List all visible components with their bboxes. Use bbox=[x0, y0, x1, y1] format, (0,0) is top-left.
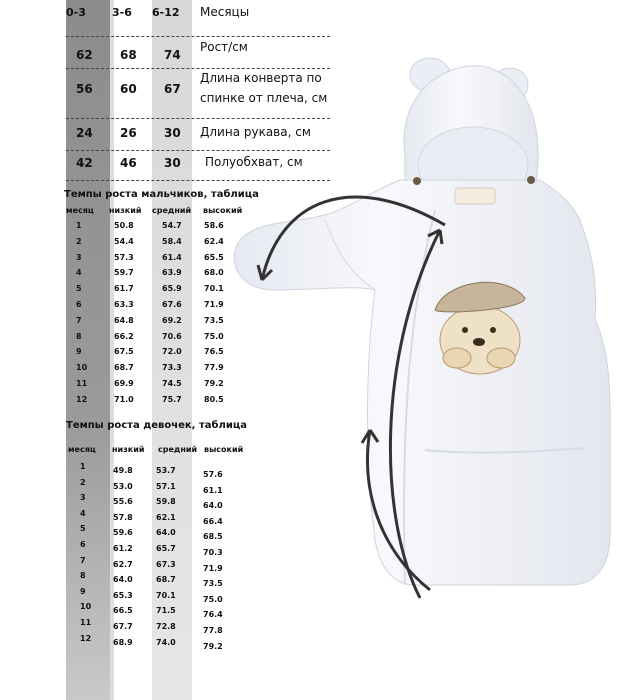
girls-table-cell: 65.3 bbox=[113, 590, 133, 600]
divider bbox=[66, 180, 330, 181]
boys-table-cell: 72.0 bbox=[162, 347, 182, 357]
girls-table-cell: 49.8 bbox=[113, 466, 133, 475]
boys-table-cell: 76.5 bbox=[204, 347, 224, 357]
boys-table-cell: 68.7 bbox=[114, 363, 134, 373]
girls-table-cell: 12 bbox=[80, 633, 92, 643]
size-row-label: Длина конверта по bbox=[200, 71, 322, 85]
girls-table-cell: 61.2 bbox=[113, 544, 133, 553]
boys-table-cell: 11 bbox=[76, 379, 88, 388]
girls-table-cell: 10 bbox=[80, 602, 92, 612]
girls-table-cell: 74.0 bbox=[156, 637, 176, 647]
boys-table-cell: 7 bbox=[76, 315, 82, 325]
boys-table-cell: 69.9 bbox=[114, 379, 134, 388]
boys-table-cell: 71.9 bbox=[204, 300, 224, 309]
size-header-0-3: 0-3 bbox=[66, 6, 86, 19]
boys-column-header: средний bbox=[152, 206, 192, 215]
girls-column-header: низкий bbox=[112, 445, 145, 454]
girls-table-cell: 67.7 bbox=[113, 622, 133, 631]
girls-table-cell: 79.2 bbox=[203, 641, 223, 651]
divider bbox=[66, 36, 330, 37]
divider bbox=[66, 68, 330, 69]
boys-table-cell: 58.6 bbox=[204, 221, 224, 230]
size-value: 42 bbox=[76, 156, 93, 170]
girls-table-cell: 64.0 bbox=[203, 501, 223, 511]
boys-table-cell: 61.4 bbox=[162, 252, 182, 262]
girls-table-cell: 68.7 bbox=[156, 575, 176, 585]
girls-table-cell: 71.9 bbox=[203, 563, 223, 573]
girls-table-cell: 64.0 bbox=[113, 575, 133, 585]
size-row-label: Рост/см bbox=[200, 40, 248, 54]
boys-table-cell: 77.9 bbox=[204, 363, 224, 373]
arrow-length bbox=[368, 430, 431, 590]
boys-table-cell: 65.5 bbox=[204, 252, 224, 262]
boys-table-cell: 71.0 bbox=[114, 394, 134, 404]
size-value: 46 bbox=[120, 156, 137, 170]
girls-table-cell: 9 bbox=[80, 586, 86, 596]
boys-table-cell: 66.2 bbox=[114, 331, 134, 341]
boys-table-title: Темпы роста мальчиков, таблица bbox=[64, 189, 259, 200]
size-header-6-12: 6-12 bbox=[152, 6, 180, 19]
size-row-label: спинке от плеча, см bbox=[200, 91, 328, 105]
boys-table-cell: 74.5 bbox=[162, 379, 182, 388]
girls-table-cell: 66.4 bbox=[203, 516, 223, 526]
girls-table-cell: 68.5 bbox=[203, 532, 223, 542]
boys-table-cell: 50.8 bbox=[114, 221, 134, 230]
boys-table-cell: 3 bbox=[76, 252, 82, 262]
boys-table-cell: 54.7 bbox=[162, 221, 182, 230]
boys-table-cell: 54.4 bbox=[114, 236, 134, 246]
boys-table-cell: 6 bbox=[76, 300, 82, 309]
girls-table-cell: 55.6 bbox=[113, 497, 133, 507]
girls-table-cell: 77.8 bbox=[203, 626, 223, 635]
size-value: 24 bbox=[76, 126, 93, 140]
girls-table-cell: 66.5 bbox=[113, 606, 133, 616]
girls-column-header: высокий bbox=[204, 445, 244, 454]
boys-table-cell: 75.0 bbox=[204, 331, 224, 341]
girls-table-cell: 62.7 bbox=[113, 559, 133, 569]
boys-table-cell: 67.5 bbox=[114, 347, 134, 357]
size-header-label: Месяцы bbox=[200, 5, 250, 19]
boys-table-cell: 62.4 bbox=[204, 236, 224, 246]
boys-table-cell: 61.7 bbox=[114, 284, 134, 294]
girls-table-cell: 67.3 bbox=[156, 559, 176, 569]
boys-table-cell: 73.5 bbox=[204, 315, 224, 325]
divider bbox=[66, 150, 330, 151]
size-row-label: Полуобхват, см bbox=[205, 155, 303, 169]
girls-table-cell: 61.1 bbox=[203, 485, 223, 495]
boys-table-cell: 70.6 bbox=[162, 331, 182, 341]
size-value: 26 bbox=[120, 126, 137, 140]
boys-table-cell: 2 bbox=[76, 236, 82, 246]
boys-table-cell: 75.7 bbox=[162, 394, 182, 404]
girls-table-cell: 70.1 bbox=[156, 590, 176, 600]
boys-table-cell: 12 bbox=[76, 394, 88, 404]
size-value: 56 bbox=[76, 82, 93, 96]
girls-table-title: Темпы роста девочек, таблица bbox=[66, 420, 247, 431]
boys-table-cell: 70.1 bbox=[204, 284, 224, 294]
girls-table-cell: 1 bbox=[80, 462, 86, 471]
boys-table-cell: 9 bbox=[76, 347, 82, 357]
size-value: 30 bbox=[164, 126, 181, 140]
girls-table-cell: 2 bbox=[80, 477, 86, 487]
girls-table-cell: 59.6 bbox=[113, 528, 133, 538]
girls-table-cell: 5 bbox=[80, 524, 86, 534]
boys-table-cell: 64.8 bbox=[114, 315, 134, 325]
girls-table-cell: 8 bbox=[80, 571, 86, 581]
boys-table-cell: 58.4 bbox=[162, 236, 182, 246]
boys-table-cell: 73.3 bbox=[162, 363, 182, 373]
girls-table-cell: 71.5 bbox=[156, 606, 176, 616]
boys-column-header: низкий bbox=[109, 206, 142, 215]
boys-table-cell: 57.3 bbox=[114, 252, 134, 262]
girls-table-cell: 57.1 bbox=[156, 481, 176, 491]
girls-table-cell: 3 bbox=[80, 493, 86, 503]
boys-table-cell: 80.5 bbox=[204, 394, 224, 404]
arrow-sleeve bbox=[390, 230, 440, 598]
girls-column-header: средний bbox=[158, 445, 198, 454]
boys-table-cell: 65.9 bbox=[162, 284, 182, 294]
boys-table-cell: 67.6 bbox=[162, 300, 182, 309]
girls-table-cell: 6 bbox=[80, 540, 86, 549]
girls-table-cell: 73.5 bbox=[203, 579, 223, 589]
size-value: 30 bbox=[164, 156, 181, 170]
boys-table-cell: 69.2 bbox=[162, 315, 182, 325]
girls-table-cell: 53.0 bbox=[113, 481, 133, 491]
girls-table-cell: 75.0 bbox=[203, 594, 223, 604]
girls-table-cell: 4 bbox=[80, 508, 86, 518]
arrow-sleeve-top bbox=[262, 197, 445, 280]
girls-table-cell: 76.4 bbox=[203, 610, 223, 620]
girls-table-cell: 7 bbox=[80, 555, 86, 565]
boys-table-cell: 8 bbox=[76, 331, 82, 341]
boys-table-cell: 63.9 bbox=[162, 268, 182, 278]
girls-table-cell: 11 bbox=[80, 618, 92, 627]
boys-column-header: высокий bbox=[203, 206, 243, 215]
girls-column-header: месяц bbox=[68, 445, 96, 454]
size-value: 62 bbox=[76, 48, 93, 62]
size-value: 68 bbox=[120, 48, 137, 62]
boys-column-header: месяц bbox=[66, 206, 94, 215]
girls-table-cell: 72.8 bbox=[156, 622, 176, 631]
divider bbox=[66, 118, 330, 119]
size-header-3-6: 3-6 bbox=[112, 6, 132, 19]
boys-table-cell: 63.3 bbox=[114, 300, 134, 309]
boys-table-cell: 4 bbox=[76, 268, 82, 278]
size-value: 60 bbox=[120, 82, 137, 96]
girls-table-cell: 70.3 bbox=[203, 548, 223, 557]
size-value: 67 bbox=[164, 82, 181, 96]
girls-table-cell: 57.8 bbox=[113, 512, 133, 522]
girls-table-cell: 64.0 bbox=[156, 528, 176, 538]
boys-table-cell: 1 bbox=[76, 221, 82, 230]
boys-table-cell: 10 bbox=[76, 363, 88, 373]
girls-table-cell: 62.1 bbox=[156, 512, 176, 522]
size-row-label: Длина рукава, см bbox=[200, 125, 311, 139]
boys-table-cell: 79.2 bbox=[204, 379, 224, 388]
boys-table-cell: 59.7 bbox=[114, 268, 134, 278]
boys-table-cell: 68.0 bbox=[204, 268, 224, 278]
girls-table-cell: 65.7 bbox=[156, 544, 176, 553]
girls-table-cell: 68.9 bbox=[113, 637, 133, 647]
girls-table-cell: 57.6 bbox=[203, 470, 223, 479]
girls-table-cell: 53.7 bbox=[156, 466, 176, 475]
size-value: 74 bbox=[164, 48, 181, 62]
boys-table-cell: 5 bbox=[76, 284, 82, 294]
girls-table-cell: 59.8 bbox=[156, 497, 176, 507]
